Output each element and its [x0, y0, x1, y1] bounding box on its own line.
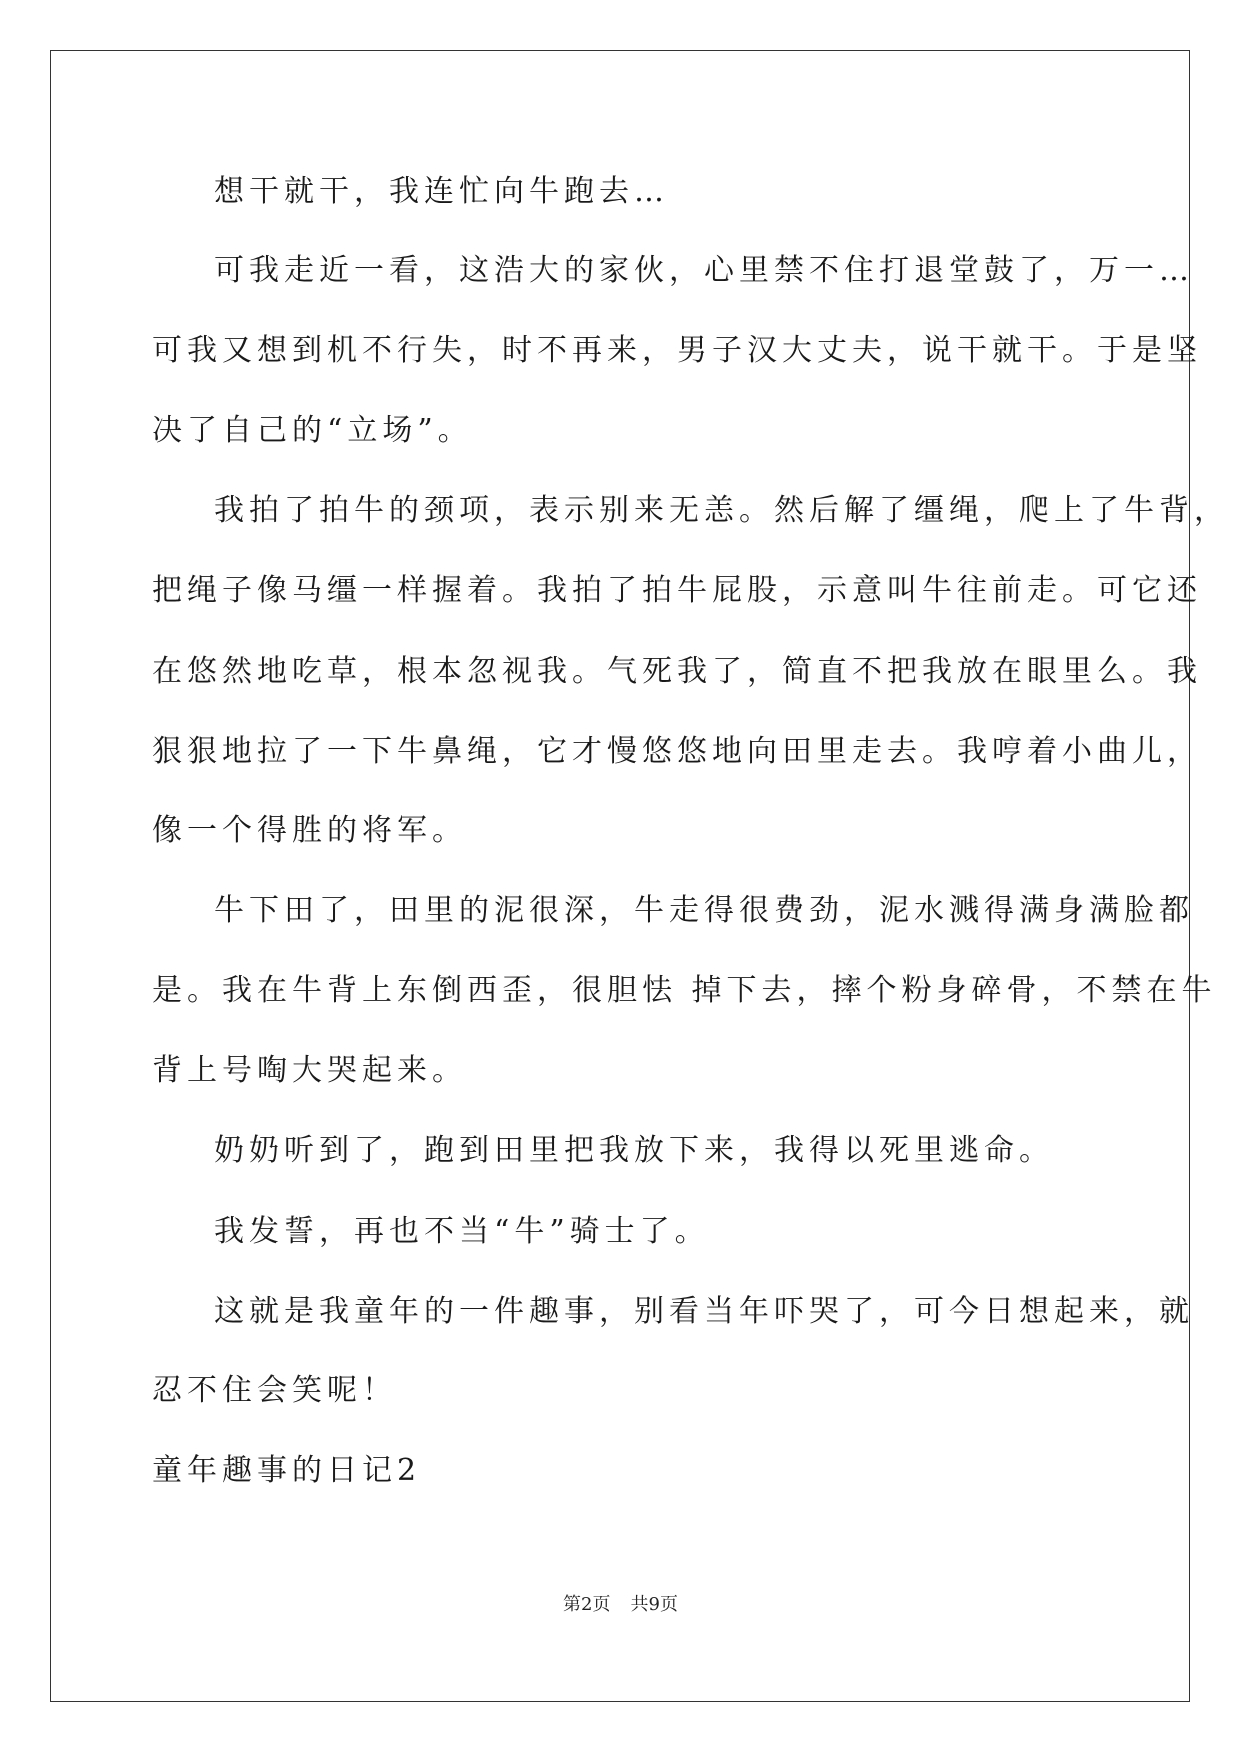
- page-number: 第2页: [563, 1594, 611, 1615]
- text-line: 可我又想到机不行失，时不再来，男子汉大丈夫，说干就干。于是坚: [152, 333, 1202, 368]
- section-heading: 童年趣事的日记2: [152, 1453, 422, 1488]
- text-line: 狠狠地拉了一下牛鼻绳，它才慢悠悠地向田里走去。我哼着小曲儿，: [152, 734, 1202, 769]
- text-line: 把绳子像马缰一样握着。我拍了拍牛屁股，示意叫牛往前走。可它还: [152, 573, 1202, 608]
- text-line: 忍不住会笑呢！: [152, 1373, 397, 1408]
- page-footer: [0, 1593, 1241, 1617]
- text-line: 可我走近一看，这浩大的家伙，心里禁不住打退堂鼓了，万一…: [214, 253, 1194, 288]
- text-line: 是。我在牛背上东倒西歪，很胆怯 掉下去，摔个粉身碎骨，不禁在牛: [152, 973, 1217, 1008]
- text-line: 我发誓，再也不当“牛”骑士了。: [214, 1214, 710, 1249]
- text-line: 牛下田了，田里的泥很深，牛走得很费劲，泥水溅得满身满脸都: [214, 893, 1194, 928]
- text-line: 我拍了拍牛的颈项，表示别来无恙。然后解了缰绳，爬上了牛背，: [214, 493, 1229, 528]
- text-line: 这就是我童年的一件趣事，别看当年吓哭了，可今日想起来，就: [214, 1294, 1194, 1329]
- text-line: 想干就干，我连忙向牛跑去…: [214, 174, 669, 209]
- text-line: 像一个得胜的将军。: [152, 813, 467, 848]
- text-line: 决了自己的“立场”。: [152, 413, 473, 448]
- text-line: 在悠然地吃草，根本忽视我。气死我了，简直不把我放在眼里么。我: [152, 654, 1202, 689]
- text-line: 背上号啕大哭起来。: [152, 1053, 467, 1088]
- text-line: 奶奶听到了，跑到田里把我放下来，我得以死里逃命。: [214, 1133, 1054, 1168]
- page-total: 共9页: [630, 1594, 678, 1615]
